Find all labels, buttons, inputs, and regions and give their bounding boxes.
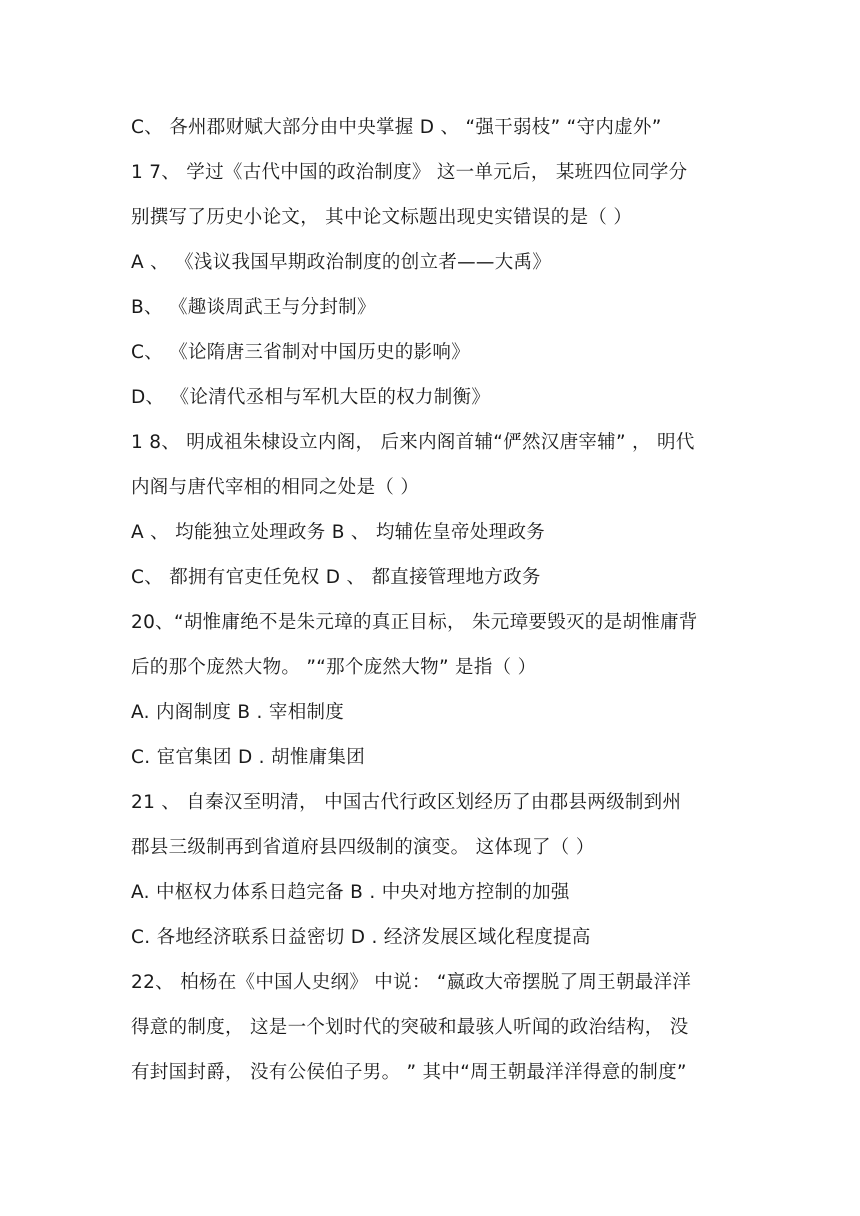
text-line-q21-options-ab: A. 中枢权力体系日趋完备 B . 中央对地方控制的加强 bbox=[131, 882, 570, 903]
text-line-q20-stem-1: 20、“胡惟庸绝不是朱元璋的真正目标， 朱元璋要毁灭的是胡惟庸背 bbox=[131, 612, 698, 633]
text-line-q17-stem-1: 1 7、 学过《古代中国的政治制度》 这一单元后， 某班四位同学分 bbox=[131, 162, 688, 183]
text-line-q22-stem-2: 得意的制度， 这是一个划时代的突破和最骇人听闻的政治结构， 没 bbox=[131, 1017, 689, 1038]
text-line-q18-stem-1: 1 8、 明成祖朱棣设立内阁， 后来内阁首辅“俨然汉唐宰辅” ， 明代 bbox=[131, 432, 695, 453]
text-line-q17-option-c: C、 《论隋唐三省制对中国历史的影响》 bbox=[131, 342, 470, 363]
text-line-q18-stem-2: 内阁与唐代宰相的相同之处是（ ） bbox=[131, 477, 420, 498]
text-line-q16-options-cd: C、 各州郡财赋大部分由中央掌握 D 、 “强干弱枝” “守内虚外” bbox=[131, 117, 662, 138]
text-line-q17-option-a: A 、 《浅议我国早期政治制度的创立者——大禹》 bbox=[131, 252, 552, 273]
text-line-q20-options-ab: A. 内阁制度 B . 宰相制度 bbox=[131, 702, 345, 723]
text-line-q17-option-d: D、 《论清代丞相与军机大臣的权力制衡》 bbox=[131, 387, 491, 408]
text-line-q18-options-ab: A 、 均能独立处理政务 B 、 均辅佐皇帝处理政务 bbox=[131, 522, 546, 543]
text-line-q21-stem-1: 21 、 自秦汉至明清， 中国古代行政区划经历了由郡县两级制到州 bbox=[131, 792, 682, 813]
text-line-q20-stem-2: 后的那个庞然大物。 ”“那个庞然大物” 是指（ ） bbox=[131, 657, 537, 678]
text-line-q17-stem-2: 别撰写了历史小论文， 其中论文标题出现史实错误的是（ ） bbox=[131, 207, 633, 228]
text-line-q22-stem-1: 22、 柏杨在《中国人史纲》 中说： “嬴政大帝摆脱了周王朝最洋洋 bbox=[131, 972, 692, 993]
text-line-q20-options-cd: C. 宦官集团 D . 胡惟庸集团 bbox=[131, 747, 366, 768]
text-line-q21-stem-2: 郡县三级制再到省道府县四级制的演变。 这体现了（ ） bbox=[131, 837, 595, 858]
text-line-q18-options-cd: C、 都拥有官吏任免权 D 、 都直接管理地方政务 bbox=[131, 567, 541, 588]
text-line-q17-option-b: B、 《趣谈周武王与分封制》 bbox=[131, 297, 376, 318]
text-line-q21-options-cd: C. 各地经济联系日益密切 D . 经济发展区域化程度提高 bbox=[131, 927, 591, 948]
text-line-q22-stem-3: 有封国封爵， 没有公侯伯子男。 ” 其中“周王朝最洋洋得意的制度” bbox=[131, 1062, 687, 1083]
